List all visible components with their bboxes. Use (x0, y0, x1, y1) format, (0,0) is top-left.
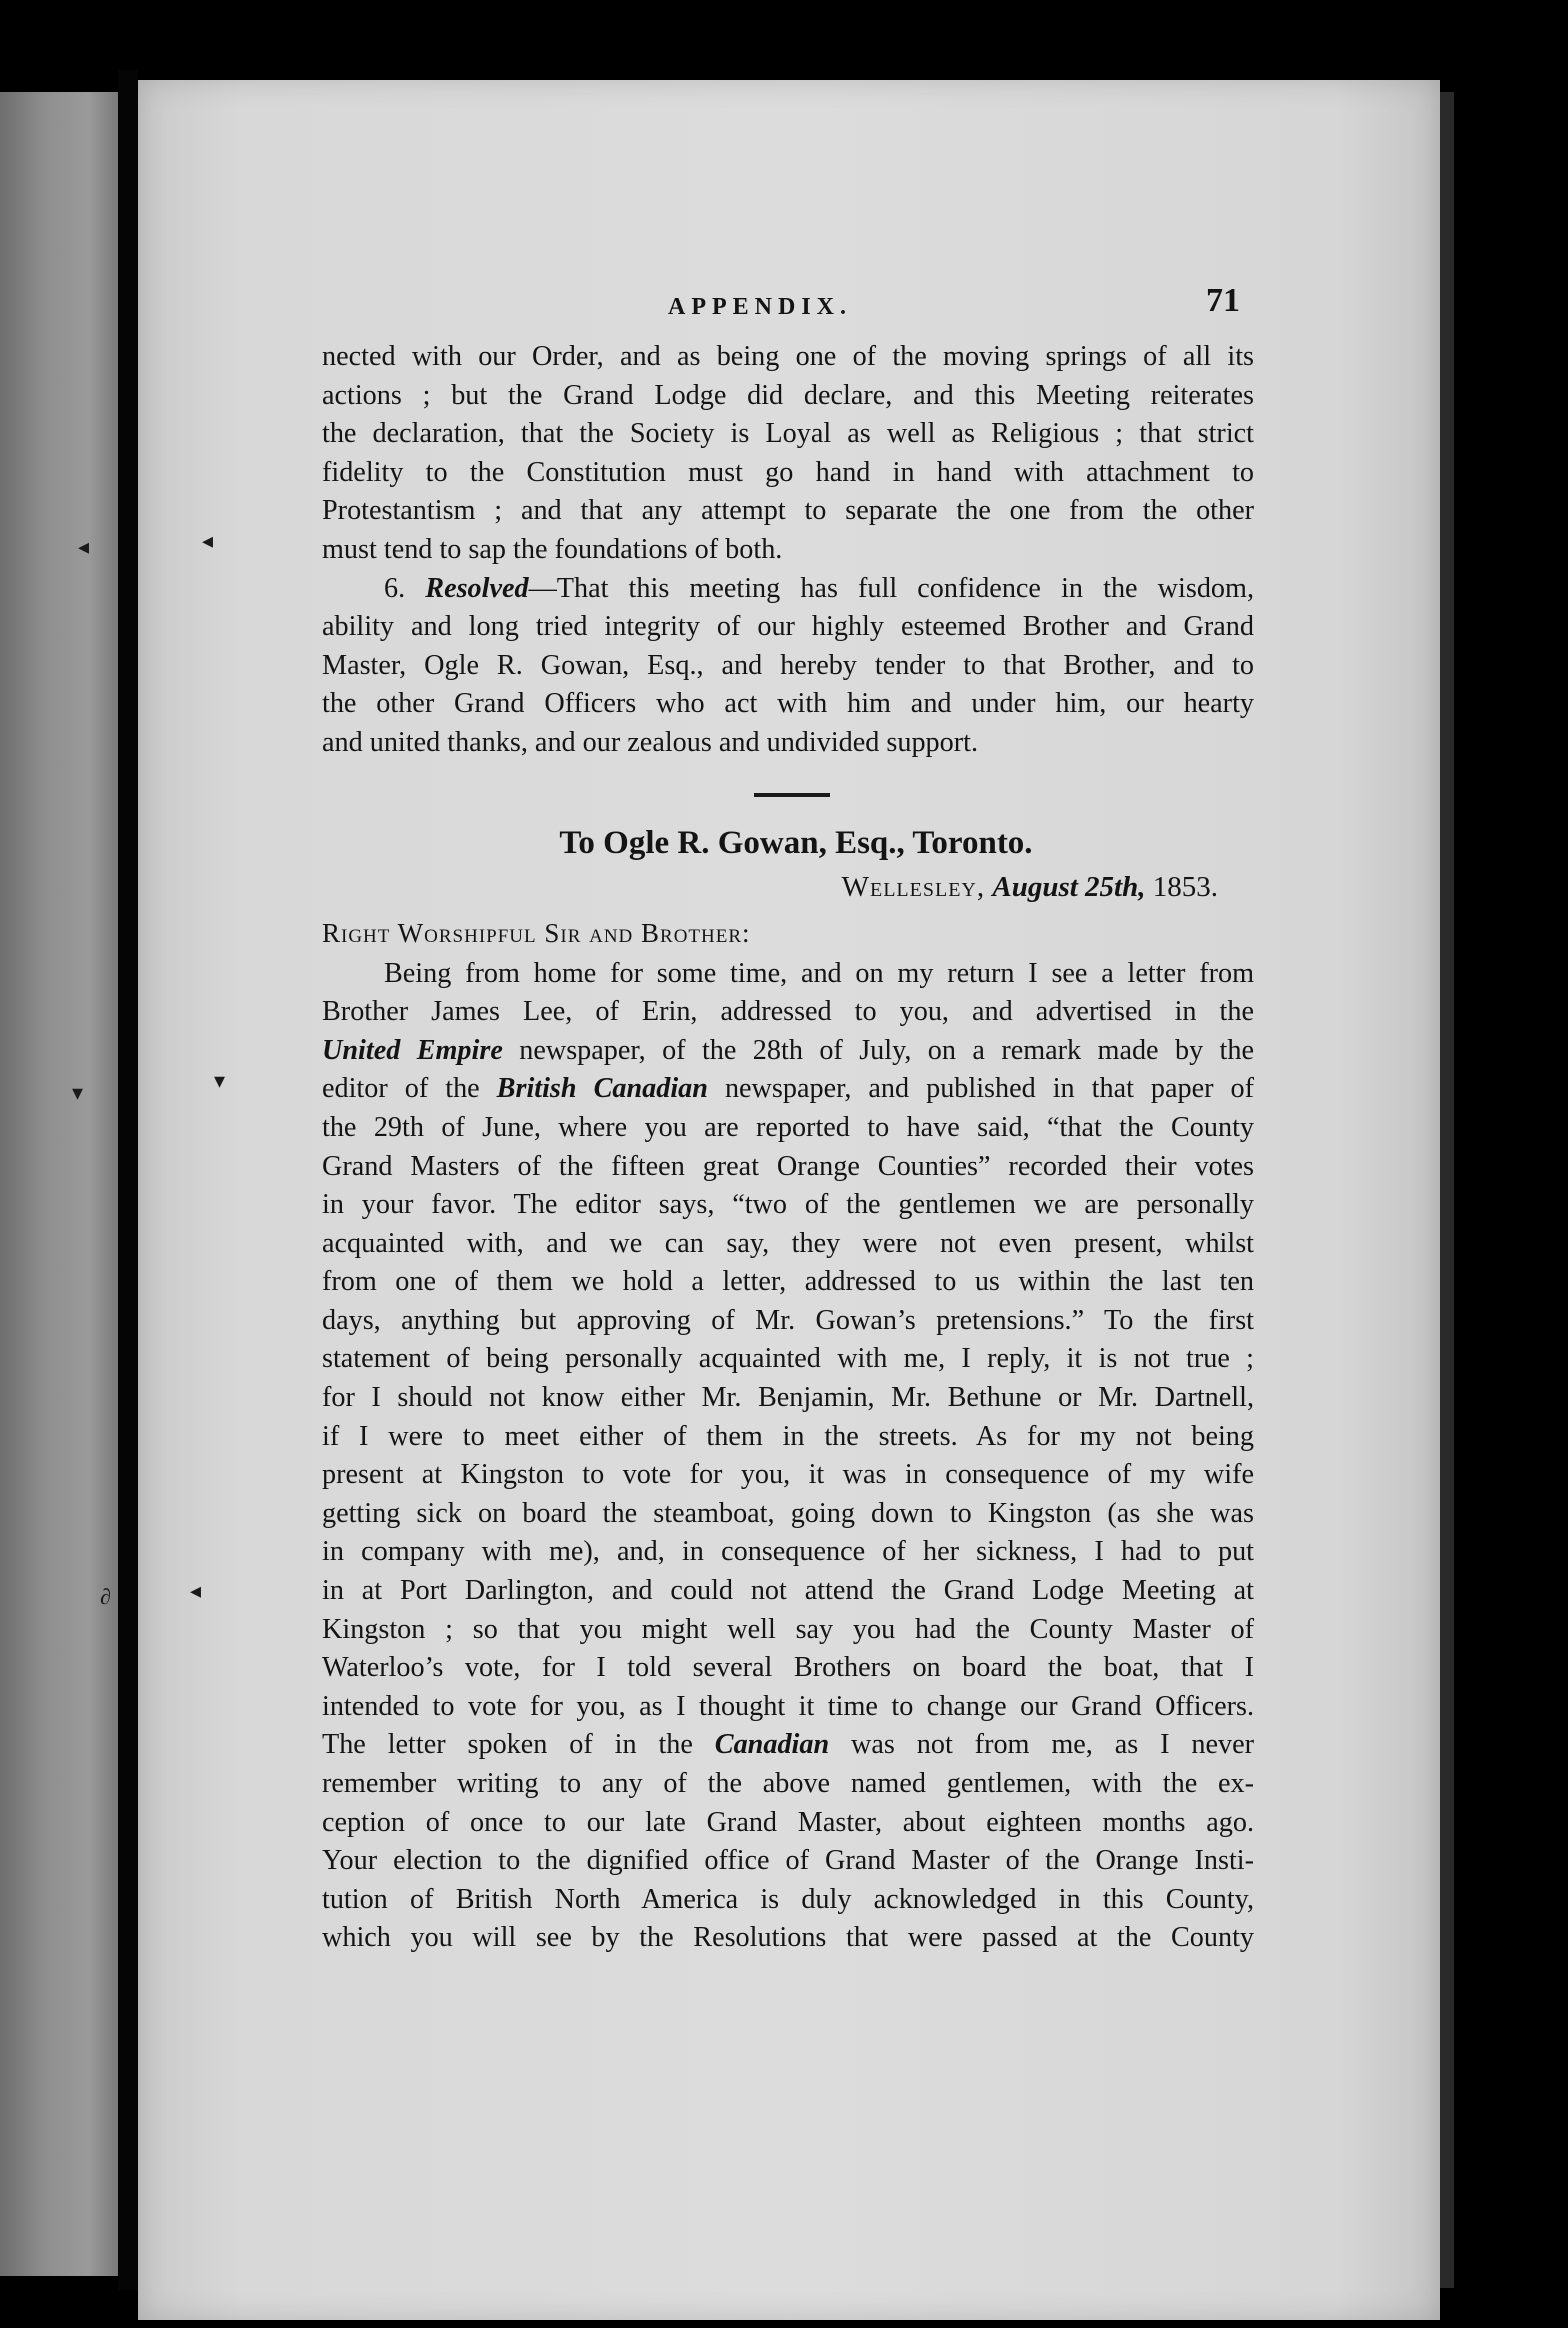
resolved-word: Resolved (425, 572, 529, 604)
italic-title: Canadian (714, 1729, 830, 1761)
text-line (322, 1533, 1254, 1572)
text-line (322, 1109, 1254, 1148)
line-text: Being from home for some time, and on my return I see a letter from (384, 957, 1254, 989)
line-text: which you will see by the Resolutions that were passed at the County (322, 1922, 1254, 1954)
text-line (322, 1418, 1254, 1457)
page-text (322, 282, 1254, 1958)
text-line (322, 1148, 1254, 1187)
line-text: ception of once to our late Grand Master, about eighteen months ago. (322, 1806, 1254, 1838)
line-text: intended to vote for you, as I thought it time to change our Grand Officers. (322, 1690, 1254, 1722)
book-gutter (118, 70, 138, 2290)
page-edge-shadow (1440, 92, 1454, 2288)
text-line: and united thanks, and our zealous and undivided support. (322, 726, 979, 758)
text-line: ability and long tried integrity of our highly esteemed Brother and Grand (322, 611, 1254, 643)
text-line (322, 1842, 1254, 1881)
line-text: present at Kingston to vote for you, it was in consequence of my wife (322, 1459, 1254, 1491)
line-text: days, anything but approving of Mr. Gowan’s pretensions.” To the first (322, 1304, 1254, 1336)
line-text: remember writing to any of the above named gentlemen, with the ex- (322, 1768, 1254, 1799)
text-line (322, 1881, 1254, 1920)
text-line (322, 570, 1254, 609)
line-text: in company with me), and, in consequence of her sickness, I had to put (322, 1536, 1254, 1568)
line-text: Grand Masters of the fifteen great Orange Counties” recorded their votes (322, 1150, 1254, 1182)
margin-mark: ▾ (214, 1068, 226, 1093)
text-line (322, 1495, 1254, 1534)
letter-salutation: Right Worshipful Sir and Brother: (322, 917, 751, 948)
text-line (322, 1649, 1254, 1688)
line-text: the 29th of June, where you are reported to have said, “that the County (322, 1111, 1254, 1143)
text-line (322, 1611, 1254, 1650)
page-header (322, 282, 1254, 338)
margin-mark: ◂ (78, 534, 90, 559)
resolution-number: 6. (384, 572, 406, 604)
line-text: editor of the (322, 1073, 497, 1105)
line-text: from one of them we hold a letter, addressed to us within the last ten (322, 1266, 1254, 1298)
text-line (322, 1804, 1254, 1843)
text-line (322, 1225, 1254, 1264)
text-line (322, 1070, 1254, 1109)
text-line (322, 1379, 1254, 1418)
text-line: Master, Ogle R. Gowan, Esq., and hereby tender to that Brother, and to (322, 649, 1254, 681)
line-text: in at Port Darlington, and could not attend the Grand Lodge Meeting at (322, 1575, 1254, 1607)
text-line (322, 1765, 1254, 1804)
text-line: actions ; but the Grand Lodge did declare, and this Meeting reiterates (322, 379, 1254, 411)
page-number: 71 (1206, 282, 1240, 319)
line-text: statement of being personally acquainted with me, I reply, it is not true ; (322, 1343, 1254, 1375)
resolution-first-line: —That this meeting has full confidence in the wisdom, (528, 572, 1254, 604)
line-text: getting sick on board the steamboat, going down to Kingston (as she was (322, 1497, 1254, 1529)
text-line (322, 955, 1254, 994)
text-line (322, 1302, 1254, 1341)
facing-page-edge (0, 92, 118, 2276)
dateline-date: August 25th, (992, 870, 1146, 903)
line-text: tution of British North America is duly acknowledged in this County, (322, 1883, 1254, 1915)
text-line: the declaration, that the Society is Loyal as well as Religious ; that strict (322, 418, 1254, 450)
margin-mark: ∂ (100, 1584, 111, 1609)
text-line (322, 1919, 1254, 1958)
italic-title: United Empire (322, 1034, 503, 1066)
line-text: for I should not know either Mr. Benjamin, Mr. Bethune or Mr. Dartnell, (322, 1382, 1254, 1414)
dateline-year: 1853. (1152, 870, 1218, 903)
line-text: The letter spoken of in the (322, 1729, 715, 1761)
margin-mark: ◂ (202, 528, 214, 553)
line-text: was not from me, as I never (829, 1729, 1254, 1761)
margin-mark: ◂ (190, 1578, 202, 1603)
continuation-paragraph (322, 338, 1254, 570)
line-text: newspaper, of the 28th of July, on a remark made by the (502, 1034, 1254, 1066)
line-text: if I were to meet either of them in the streets. As for my not being (322, 1420, 1254, 1452)
letter-dateline (322, 867, 1218, 907)
text-line (322, 1186, 1254, 1225)
text-line (322, 1726, 1254, 1765)
line-text: acquainted with, and we can say, they were not even present, whilst (322, 1227, 1254, 1259)
dateline-place: Wellesley, (841, 870, 986, 903)
line-text: Waterloo’s vote, for I told several Brothers on board the boat, that I (322, 1652, 1254, 1684)
line-text: newspaper, and published in that paper of (707, 1073, 1254, 1105)
text-line (322, 1340, 1254, 1379)
resolution-6-paragraph (322, 570, 1254, 763)
text-line: Protestantism ; and that any attempt to separate the one from the other (322, 495, 1254, 527)
line-text: Kingston ; so that you might well say you had the County Master of (322, 1613, 1254, 1645)
text-line (322, 1688, 1254, 1727)
line-text: Brother James Lee, of Erin, addressed to you, and advertised in the (322, 996, 1254, 1028)
text-line (322, 1572, 1254, 1611)
letter-title: To Ogle R. Gowan, Esq., Toronto. (559, 824, 1033, 861)
section-divider (754, 793, 830, 797)
text-line: fidelity to the Constitution must go hand in hand with attachment to (322, 456, 1254, 488)
text-line: nected with our Order, and as being one of the moving springs of all its (322, 341, 1254, 372)
running-head: APPENDIX. (668, 294, 852, 320)
line-text: Your election to the dignified office of Grand Master of the Orange Insti- (322, 1845, 1254, 1877)
text-line: must tend to sap the foundations of both. (322, 533, 783, 565)
text-line (322, 1032, 1254, 1071)
line-text: in your favor. The editor says, “two of the gentlemen we are personally (322, 1189, 1254, 1221)
text-line (322, 1456, 1254, 1495)
text-line: the other Grand Officers who act with him and under him, our hearty (322, 688, 1254, 720)
text-line (322, 1263, 1254, 1302)
letter-body (322, 955, 1254, 1958)
text-line (322, 993, 1254, 1032)
margin-mark: ▾ (72, 1080, 84, 1105)
italic-title: British Canadian (496, 1073, 708, 1105)
